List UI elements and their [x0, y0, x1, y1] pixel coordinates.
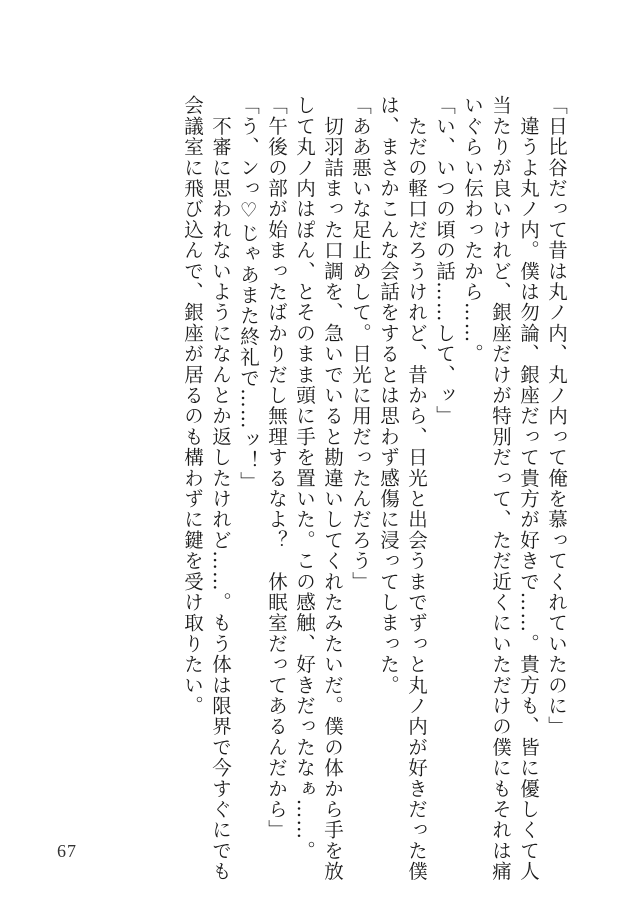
text-line-7: は、まさかこんな会話をするとは思わず感傷に浸ってしまった。 — [377, 95, 400, 696]
text-line-1: 「日比谷だって昔は丸ノ内、丸ノ内って俺を慕ってくれていたのに」 — [545, 95, 568, 737]
text-line-12: 「う、ンっ♡じゃあまた終礼で……ッ！」 — [237, 95, 260, 492]
text-line-4: いぐらい伝わったから……。 — [461, 95, 484, 365]
text-line-2: 違うよ丸ノ内。僕は勿論、銀座だって貴方が好きで……。貴方も、皆に優しくて人 — [517, 95, 540, 882]
page-number: 67 — [57, 841, 77, 861]
vertical-text-block — [178, 95, 570, 882]
text-line-5: 「い、いつの頃の話……して、ッ」 — [433, 95, 456, 427]
text-line-10: して丸ノ内はぽん、とそのまま頭に手を置いた。この感触、好きだったなぁ……。 — [293, 95, 316, 861]
text-line-9: 切羽詰まった口調を、急いでいると勘違いしてくれたみたいだ。僕の体から手を放 — [321, 95, 344, 882]
text-line-14: 会議室に飛び込んで、銀座が居るのも構わずに鍵を受け取りたい。 — [181, 95, 204, 716]
text-line-6: ただの軽口だろうけれど、昔から、日光と出会うまでずっと丸ノ内が好きだった僕 — [405, 95, 428, 882]
text-line-11: 「午後の部が始まったばかりだし無理するなよ？ 休眠室だってあるんだから」 — [265, 95, 288, 841]
text-line-13: 不審に思われないようになんとか返したけれど……。もう体は限界で今すぐにでも — [209, 95, 232, 882]
text-line-3: 当たりが良いけれど、銀座だけが特別だって、ただ近くにいただけの僕にもそれは痛 — [489, 95, 512, 882]
text-line-8: 「ああ悪いな足止めして。日光に用だったんだろう」 — [349, 95, 372, 592]
